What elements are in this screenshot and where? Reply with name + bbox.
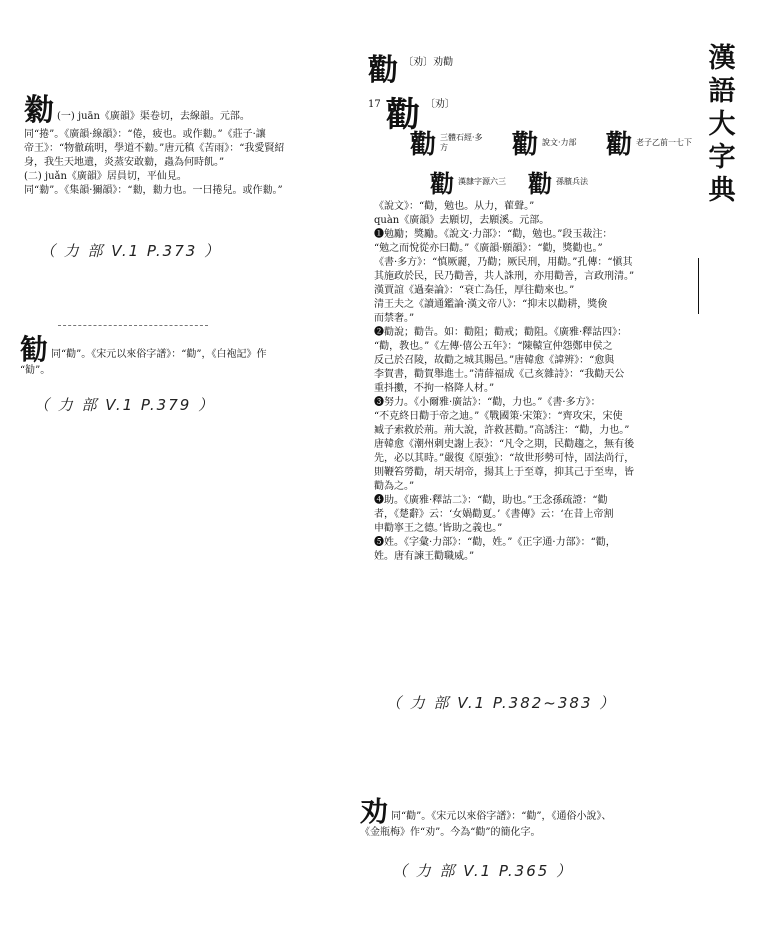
seal-glyph: 勸 [528,169,552,198]
entry-c-body [374,200,704,564]
entry-c-line: ❺姓。《字彙·力部》：“勸，姓。”《正字通·力部》：“勸， [374,537,616,548]
seal-label: 孫臏兵法 [556,176,588,186]
entry-c-line: 唐韓愈《潮州刺史謝上表》：“凡令之期，民勸趨之，無有後 [374,439,635,450]
entry-b-line: “勧”。 [20,365,51,376]
entry-c-number: 17 [368,99,381,110]
divider [58,325,208,326]
entry-d [360,795,720,840]
seal-glyph: 勸 [512,130,539,160]
seal-label: 說文·力部 [542,137,577,147]
entry-c-line: 姓。唐有諫王勸職威。” [374,551,475,562]
entry-c-line: 勸為之。” [374,481,415,492]
entry-c-line: ❹助。《廣雅·釋詁二》：“勸，助也。”王念孫疏證：“勸 [374,495,608,506]
entry-d-line: 同“勸”。《宋元以來俗字譜》：“勸”，《通俗小說》、 [391,811,612,822]
entry-c-source-note: （ 力 部 V.1 P.382~383 ） [386,694,617,712]
entry-c-line: 則鞭笞勞勸，胡天胡帝，揚其上于至尊，抑其己于至卑，皆 [374,467,634,478]
entry-c-line: 《書·多方》：“慎厥麗，乃勸；厥民刑，用勸。”孔傳：“愼其 [374,257,633,268]
entry-c-headchar: 勸 [385,95,420,135]
seal-form [606,124,702,161]
seal-form [410,124,484,161]
entry-c-line: ❷勸說；勸告。如：勸阻；勸戒；勸阻。《廣雅·釋詁四》： [374,327,628,338]
seal-label: 三體石經·多方 [440,132,483,152]
seal-glyph: 勸 [410,130,437,160]
entry-c-top-tag: 〔劝〕劝勸 [403,57,454,68]
entry-c-line: 申勸寧王之德。’皆助之義也。” [374,523,503,534]
entry-a-body [24,128,354,198]
entry-c-top-char: 勸 [368,53,398,88]
title-char: 語 [708,76,736,107]
seal-forms-block [410,124,705,198]
entry-b [20,333,350,378]
title-char: 漢 [708,43,736,74]
entry-b-headchar: 勧 [20,333,49,366]
entry-a-line: 帝王》：“物徹疏明，學道不勬。”唐元稹《苦雨》：“我愛賢紹 [24,143,285,154]
entry-b-line: 同“勸”。《宋元以來俗字譜》：“勸”，《白袍記》作 [51,349,267,360]
entry-c-line: 者，《楚辭》云：‘女媧勸夏。’《書傳》云：‘在昔上帝割 [374,509,614,520]
seal-glyph: 勸 [430,169,454,198]
seal-glyph: 勸 [606,130,633,160]
entry-c-line: 其施政於民，民乃勸善，共人誅刑，亦用勸善，言政刑清。” [374,271,635,282]
entry-a-line: 身，我生天地遺，炎蒸安敢勬，蟲為何時飢。” [24,157,225,168]
entry-c-line: 而禁奢。” [374,313,415,324]
title-char: 典 [708,175,736,206]
entry-c-line: 先，必以其時。”嚴復《原強》：“故世形勢可恃，固法尚行， [374,453,635,464]
margin-mark [698,258,699,314]
entry-c-line: “不克終日勸于帝之迪。”《戰國策·宋策》：“齊攻宋，宋使 [374,411,623,422]
entry-c-line: 重抖擻，不拘一格降人材。” [374,383,495,394]
entry-c-line: ❶勉勵；獎勵。《說文·力部》：“勸，勉也。”段玉裁注： [374,229,613,240]
seal-label: 老子乙前一七下 [636,137,693,147]
entry-b-source-note: （ 力 部 V.1 P.379 ） [34,396,216,414]
entry-c-headtag: 〔劝〕 [424,99,455,110]
seal-label: 漢隸字源六三 [458,176,506,186]
entry-c-line: “勸，教也。”《左傳·僖公五年》：“陳轅宣仲怨鄭申侯之 [374,341,613,352]
seal-form [512,124,577,161]
entry-d-headchar: 劝 [360,795,389,828]
entry-d-source-note: （ 力 部 V.1 P.365 ） [392,862,574,880]
entry-c-line: 李賀書，勸賀舉進士。”清薛福成《己亥雜詩》：“我勸天公 [374,369,625,380]
entry-c-line: 臧子索救於荊。荊大說，許救甚勸。”高誘注：“勸，力也。” [374,425,630,436]
entry-c-top [368,53,454,88]
book-title-vertical [706,42,738,207]
entry-a-headchar: 勬 [24,93,54,128]
entry-c-line: 《說文》：“勸，勉也。从力，雚聲。” [374,201,535,212]
entry-d-line: 《金瓶梅》作“劝”。今為“勸”的簡化字。 [360,827,541,838]
seal-form [528,164,610,199]
entry-a-line: 同“捲”。《廣韻·線韻》：“倦，疲也。或作勬。”《莊子·讓 [24,129,266,140]
entry-a [24,93,354,198]
seal-form [430,164,524,199]
entry-a-line: 同“勬”。《集韻·獮韻》：“勬，勬力也。一曰捲兒。或作勬。” [24,185,283,196]
entry-c-line: ❸努力。《小爾雅·廣詁》：“勸，力也。”《書·多方》： [374,397,601,408]
entry-c-line: 清王夫之《讀通鑑論·漢文帝八》：“抑末以勸耕，獎倹 [374,299,608,310]
entry-a-line: (二) juǎn《廣韻》居員切，平仙見。 [24,171,187,182]
title-char: 大 [708,109,736,140]
entry-a-line: (一) juān《廣韻》渠卷切，去線韻。元部。 [57,111,250,122]
entry-c-line: 漢賈誼《過秦論》：“衰亡為任，厚往勸來也。” [374,285,575,296]
entry-c-line: quàn《廣韻》去願切，去願溪。元部。 [374,215,550,226]
entry-a-source-note: （ 力 部 V.1 P.373 ） [40,242,222,260]
title-char: 字 [708,142,736,173]
entry-c-line: “勉之而悅從亦曰勸。”《廣韻·願韻》：“勸，獎勸也。” [374,243,603,254]
entry-c-line: 反己於召陵，故勸之城其賜邑。”唐韓愈《諱辨》：“愈與 [374,355,615,366]
